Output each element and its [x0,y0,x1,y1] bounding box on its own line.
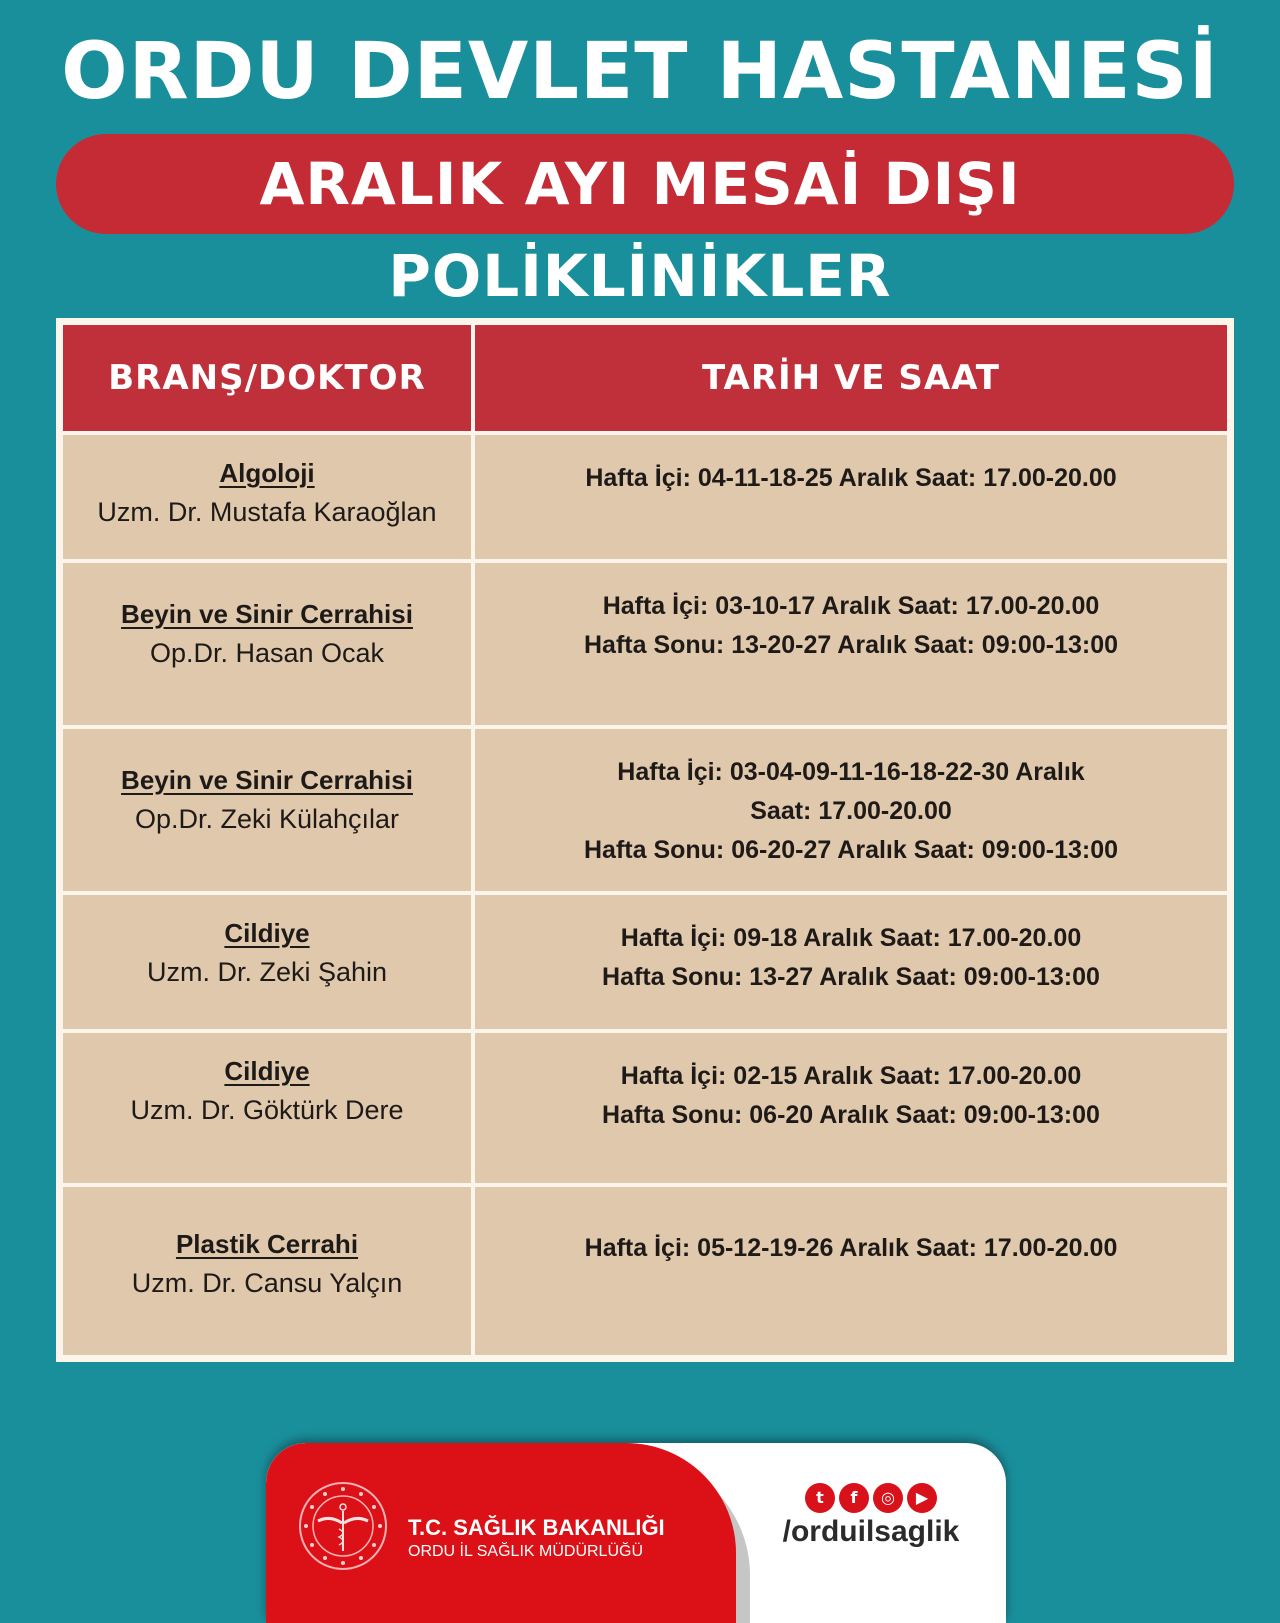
doctor-name: Uzm. Dr. Mustafa Karaoğlan [97,497,437,527]
schedule-line: Hafta İçi: 09-18 Aralık Saat: 17.00-20.00 [620,924,1082,952]
column-header-schedule: TARİH VE SAAT [473,323,1229,433]
branch-cell [61,893,473,1031]
doctor-name: Uzm. Dr. Göktürk Dere [130,1095,404,1125]
schedule-line: Hafta Sonu: 13-27 Aralık Saat: 09:00-13:00 [602,963,1100,991]
instagram-icon[interactable]: ◎ [873,1483,903,1513]
column-header-branch: BRANŞ/DOKTOR [61,323,473,433]
branch-name: Cildiye [224,1056,310,1086]
footer-card [266,1443,1006,1623]
schedule-line: Hafta İçi: 05-12-19-26 Aralık Saat: 17.00-20.00 [584,1234,1118,1262]
table-row [61,727,1229,893]
schedule-cell [473,561,1229,727]
schedule-cell [473,893,1229,1031]
schedule-line: Hafta İçi: 03-04-09-11-16-18-22-30 Aralık [617,758,1085,786]
table-row [61,433,1229,561]
page-title: ORDU DEVLET HASTANESİ [61,27,1219,117]
table-row [61,893,1229,1031]
twitter-icon[interactable]: t [805,1483,835,1513]
schedule-line: Hafta Sonu: 13-20-27 Aralık Saat: 09:00-13:00 [583,631,1119,659]
schedule-line: Hafta İçi: 04-11-18-25 Aralık Saat: 17.00-20.00 [585,464,1117,492]
table-row [61,1185,1229,1357]
branch-name: Beyin ve Sinir Cerrahisi [121,765,413,795]
doctor-name: Op.Dr. Zeki Külahçılar [134,804,400,834]
social-handle[interactable]: /orduilsaglik [782,1515,960,1548]
directorate-name: ORDU İL SAĞLIK MÜDÜRLÜĞÜ [408,1543,643,1560]
ministry-name: T.C. SAĞLIK BAKANLIĞI [408,1515,665,1540]
branch-cell [61,727,473,893]
branch-cell [61,1031,473,1185]
schedule-line: Hafta İçi: 02-15 Aralık Saat: 17.00-20.00 [620,1062,1082,1090]
youtube-icon[interactable]: ▶ [907,1483,937,1513]
branch-name: Cildiye [224,918,310,948]
schedule-line: Hafta İçi: 03-10-17 Aralık Saat: 17.00-20.00 [602,592,1100,620]
branch-cell [61,1185,473,1357]
schedule-cell [473,433,1229,561]
page-subtitle: POLİKLİNİKLER [388,242,892,310]
schedule-cell [473,1185,1229,1357]
schedule-line: Saat: 17.00-20.00 [750,797,952,825]
schedule-cell [473,727,1229,893]
doctor-name: Op.Dr. Hasan Ocak [149,638,385,668]
schedule-line: Hafta Sonu: 06-20 Aralık Saat: 09:00-13:00 [602,1101,1100,1129]
table-row [61,561,1229,727]
branch-cell [61,433,473,561]
schedule-table [56,318,1234,1362]
banner-text: ARALIK AYI MESAİ DIŞI [259,150,1021,218]
table-row [61,1031,1229,1185]
ministry-block [408,1515,665,1561]
branch-name: Plastik Cerrahi [175,1229,359,1259]
doctor-name: Uzm. Dr. Cansu Yalçın [131,1268,403,1298]
doctor-name: Uzm. Dr. Zeki Şahin [146,957,388,987]
branch-cell [61,561,473,727]
facebook-icon[interactable]: f [839,1483,869,1513]
social-icons [766,1483,976,1513]
branch-name: Beyin ve Sinir Cerrahisi [121,599,413,629]
schedule-line: Hafta Sonu: 06-20-27 Aralık Saat: 09:00-13:00 [583,836,1119,864]
table-header-row [61,323,1229,433]
ministry-emblem-icon [298,1481,388,1571]
social-block [766,1483,976,1549]
branch-name: Algoloji [219,458,315,488]
schedule-cell [473,1031,1229,1185]
